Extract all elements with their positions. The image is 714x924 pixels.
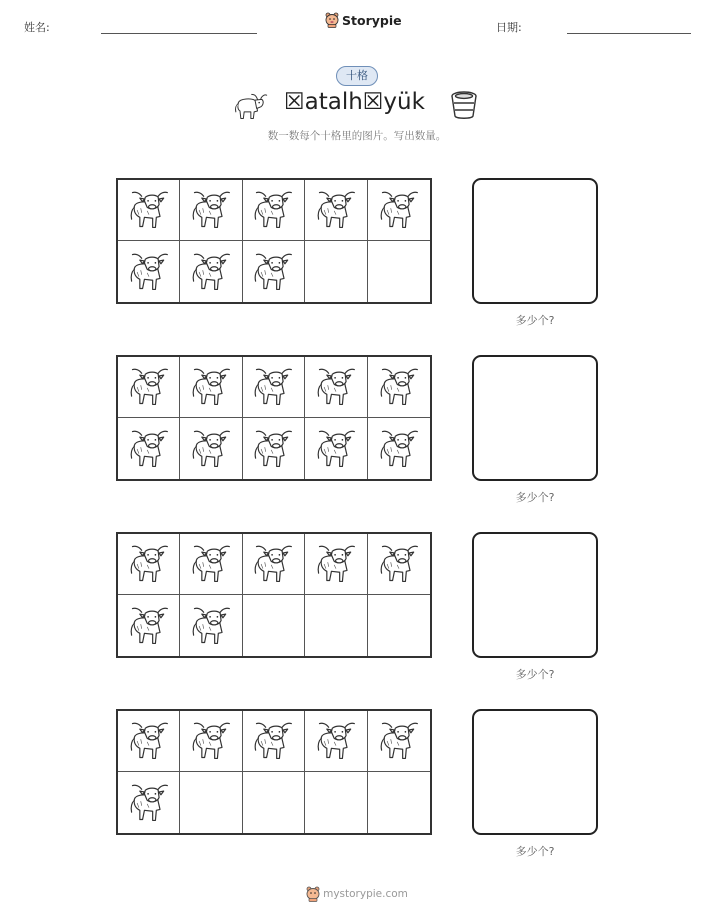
storypie-mascot-icon — [306, 886, 320, 902]
bull-icon — [314, 365, 358, 409]
footer-url[interactable]: mystorypie.com — [323, 888, 408, 900]
bull-icon — [251, 188, 295, 232]
filled-cell — [305, 357, 367, 418]
filled-cell — [368, 711, 430, 772]
filled-cell — [180, 180, 242, 241]
worksheet-title: ☒atalh☒yük — [284, 89, 425, 115]
empty-cell — [368, 772, 430, 833]
filled-cell — [180, 595, 242, 656]
filled-cell — [118, 357, 180, 418]
bull-icon — [127, 250, 171, 294]
bull-icon — [189, 365, 233, 409]
title-row — [232, 87, 482, 125]
filled-cell — [368, 418, 430, 479]
answer-box[interactable] — [472, 532, 598, 658]
filled-cell — [305, 711, 367, 772]
bull-icon — [314, 542, 358, 586]
bull-icon — [314, 427, 358, 471]
bull-icon — [127, 604, 171, 648]
filled-cell — [118, 241, 180, 302]
footer — [0, 886, 714, 902]
bull-icon — [189, 188, 233, 232]
bull-icon — [127, 365, 171, 409]
bull-icon — [377, 427, 421, 471]
filled-cell — [243, 534, 305, 595]
bull-icon — [189, 427, 233, 471]
bull-icon — [251, 719, 295, 763]
filled-cell — [118, 180, 180, 241]
filled-cell — [243, 711, 305, 772]
filled-cell — [368, 180, 430, 241]
bull-icon — [251, 542, 295, 586]
filled-cell — [180, 711, 242, 772]
bull-icon — [189, 542, 233, 586]
bull-icon — [127, 427, 171, 471]
bull-icon — [377, 719, 421, 763]
name-label: 姓名: — [24, 21, 50, 34]
filled-cell — [243, 418, 305, 479]
bull-icon — [314, 719, 358, 763]
filled-cell — [305, 534, 367, 595]
filled-cell — [243, 180, 305, 241]
filled-cell — [305, 418, 367, 479]
ten-frame — [116, 709, 432, 835]
bull-icon — [189, 604, 233, 648]
instructions: 数一数每个十格里的图片。写出数量。 — [267, 130, 447, 142]
empty-cell — [243, 772, 305, 833]
how-many-label: 多少个? — [515, 314, 555, 327]
how-many-label: 多少个? — [515, 845, 555, 858]
answer-box[interactable] — [472, 355, 598, 481]
empty-cell — [305, 772, 367, 833]
name-line[interactable] — [101, 33, 257, 34]
filled-cell — [243, 357, 305, 418]
bull-icon — [251, 427, 295, 471]
bull-icon — [189, 250, 233, 294]
bull-icon — [189, 719, 233, 763]
empty-cell — [305, 241, 367, 302]
filled-cell — [180, 534, 242, 595]
brand-logo — [325, 12, 402, 28]
filled-cell — [305, 180, 367, 241]
brand-name: Storypie — [342, 12, 402, 28]
ten-frame — [116, 178, 432, 304]
bull-icon — [251, 365, 295, 409]
date-label: 日期: — [496, 21, 522, 34]
filled-cell — [368, 534, 430, 595]
empty-cell — [305, 595, 367, 656]
bull-icon — [127, 719, 171, 763]
filled-cell — [180, 357, 242, 418]
filled-cell — [180, 241, 242, 302]
filled-cell — [368, 357, 430, 418]
bull-icon — [377, 188, 421, 232]
bucket-icon — [450, 89, 478, 121]
filled-cell — [243, 241, 305, 302]
empty-cell — [180, 772, 242, 833]
bull-icon — [232, 91, 268, 121]
empty-cell — [368, 595, 430, 656]
filled-cell — [118, 772, 180, 833]
ten-frame — [116, 532, 432, 658]
date-line[interactable] — [567, 33, 691, 34]
bull-icon — [377, 542, 421, 586]
bull-icon — [377, 365, 421, 409]
answer-box[interactable] — [472, 178, 598, 304]
empty-cell — [368, 241, 430, 302]
filled-cell — [118, 595, 180, 656]
bull-icon — [127, 542, 171, 586]
how-many-label: 多少个? — [515, 491, 555, 504]
storypie-mascot-icon — [325, 12, 339, 28]
filled-cell — [118, 418, 180, 479]
filled-cell — [118, 711, 180, 772]
answer-box[interactable] — [472, 709, 598, 835]
ten-frame — [116, 355, 432, 481]
filled-cell — [180, 418, 242, 479]
bull-icon — [127, 781, 171, 825]
bull-icon — [251, 250, 295, 294]
bull-icon — [314, 188, 358, 232]
worksheet-type-badge: 十格 — [336, 66, 378, 86]
filled-cell — [118, 534, 180, 595]
how-many-label: 多少个? — [515, 668, 555, 681]
empty-cell — [243, 595, 305, 656]
bull-icon — [127, 188, 171, 232]
